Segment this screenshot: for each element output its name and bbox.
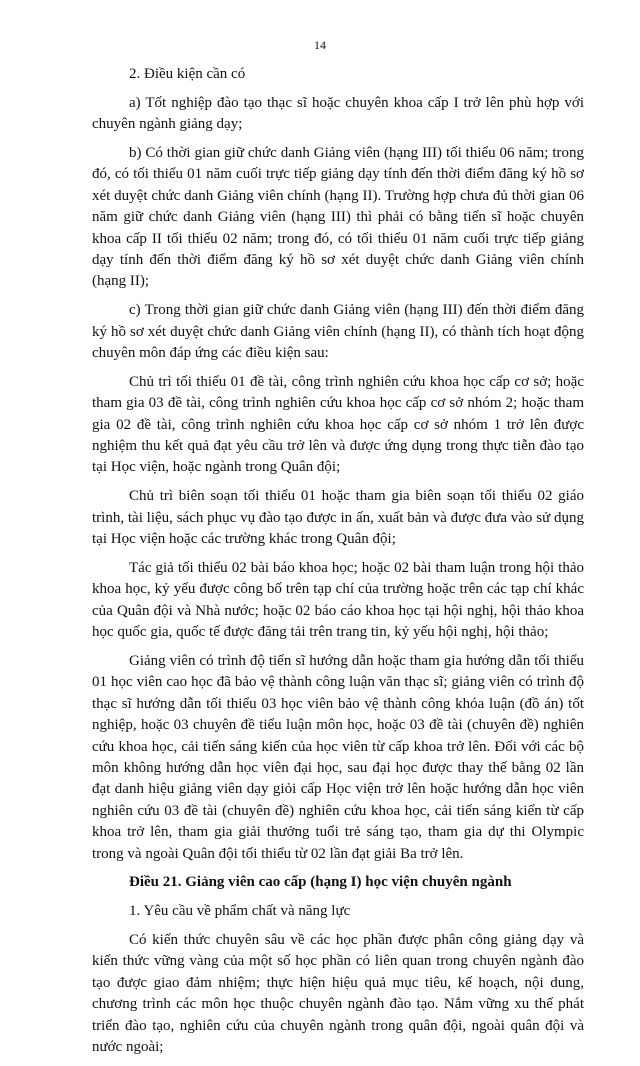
section-heading-conditions: 2. Điều kiện cần có <box>129 66 246 82</box>
document-body <box>92 64 584 1066</box>
paragraph-research-projects: Chủ trì tối thiểu 01 đề tài, công trình nghiên cứu khoa học cấp cơ sở; hoặc tham gia 03 đề tài, công trình nghiên cứu khoa học cấp cơ sở nhóm 2; hoặc tham gia 02 đề tài, công trình nghiên cứu khoa học cấp cơ sở nhóm 1 trở lên được nghiệm thu kết quả đạt yêu cầu trở lên và được ứng dụng trong thực tiễn đào tạo tại Học viện, hoặc ngành trong Quân đội; <box>92 373 584 476</box>
paragraph-condition-b: b) Có thời gian giữ chức danh Giảng viên (hạng III) tối thiểu 06 năm; trong đó, có tối thiểu 01 năm cuối trực tiếp giảng dạy tính đến thời điểm đăng ký hồ sơ xét duyệt chức danh Giảng viên chính (hạng II). Trường hợp chưa đủ thời gian 06 năm giữ chức danh Giảng viên (hạng III) thì phải có bằng tiến sĩ hoặc chuyên khoa cấp II tối thiểu 02 năm; trong đó, có tối thiểu 01 năm cuối trực tiếp giảng dạy tính đến thời điểm đăng ký hồ sơ xét duyệt chức danh Giảng viên chính (hạng II); <box>92 145 584 290</box>
paragraph-knowledge: Có kiến thức chuyên sâu về các học phần được phân công giảng dạy và kiến thức vững vàng của một số học phần có liên quan trong chuyên ngành đào tạo được giao đảm nhiệm; thực hiện hiệu quả mục tiêu, kế hoạch, nội dung, chương trình các môn học thuộc chuyên ngành đào tạo. Nắm vững xu thế phát triển đào tạo, nghiên cứu của chuyên ngành trong quân đội, ngoài quân đội và nước ngoài; <box>92 931 584 1055</box>
paragraph-articles: Tác giả tối thiểu 02 bài báo khoa học; hoặc 02 bài tham luận trong hội thảo khoa học, kỷ yếu được công bố trên tạp chí của trường hoặc trên các tạp chí khác của Quân đội và Nhà nước; hoặc 02 báo cáo khoa học tại hội nghị, hội thảo khoa học quốc gia, quốc tế được đăng tải trên trang tin, kỷ yếu hội nghị, hội thảo; <box>92 559 584 641</box>
paragraph-supervision: Giảng viên có trình độ tiến sĩ hướng dẫn hoặc tham gia hướng dẫn tối thiểu 01 học viên cao học đã bảo vệ thành công luận văn thạc sĩ; giảng viên có trình độ thạc sĩ hướng dẫn tối thiểu 03 học viên bảo vệ thành công khóa luận (đồ án) tốt nghiệp, hoặc 03 chuyên đề tiểu luận môn học, hoặc 03 đề tài (chuyên đề) nghiên cứu khoa học, cải tiến sáng kiến của học viên từ cấp khoa trở lên. Đối với các bộ môn không hướng dẫn học viên đại học, sau đại học được thay thế bằng 02 lần đạt danh hiệu giảng viên dạy giỏi cấp Học viện trở lên hoặc hướng dẫn học viên nghiên cứu 03 đề tài (chuyên đề) nghiên cứu khoa học, cải tiến sáng kiến từ cấp khoa trở lên, tham gia giải thưởng tuổi trẻ sáng tạo, tham gia dự thi Olympic trong và ngoài Quân đội tối thiểu từ 02 lần đạt giải Ba trở lên. <box>92 652 584 862</box>
paragraph-condition-a: a) Tốt nghiệp đào tạo thạc sĩ hoặc chuyên khoa cấp I trở lên phù hợp với chuyên ngành giảng dạy; <box>92 94 584 133</box>
section-heading-requirements: 1. Yêu cầu về phẩm chất và năng lực <box>129 903 351 920</box>
paragraph-textbooks: Chủ trì biên soạn tối thiểu 01 hoặc tham gia biên soạn tối thiểu 02 giáo trình, tài liệu, sách phục vụ đào tạo được in ấn, xuất bản và được đưa vào sử dụng tại Học viện hoặc các trường khác trong Quân đội; <box>92 488 584 548</box>
paragraph-condition-c: c) Trong thời gian giữ chức danh Giảng viên (hạng III) đến thời điểm đăng ký hồ sơ xét duyệt chức danh Giảng viên chính (hạng II), có thành tích hoạt động chuyên môn đáp ứng các điều kiện sau: <box>92 302 584 362</box>
article-21-heading: Điều 21. Giảng viên cao cấp (hạng I) học viện chuyên ngành <box>129 874 512 891</box>
page-number: 14 <box>314 38 326 52</box>
